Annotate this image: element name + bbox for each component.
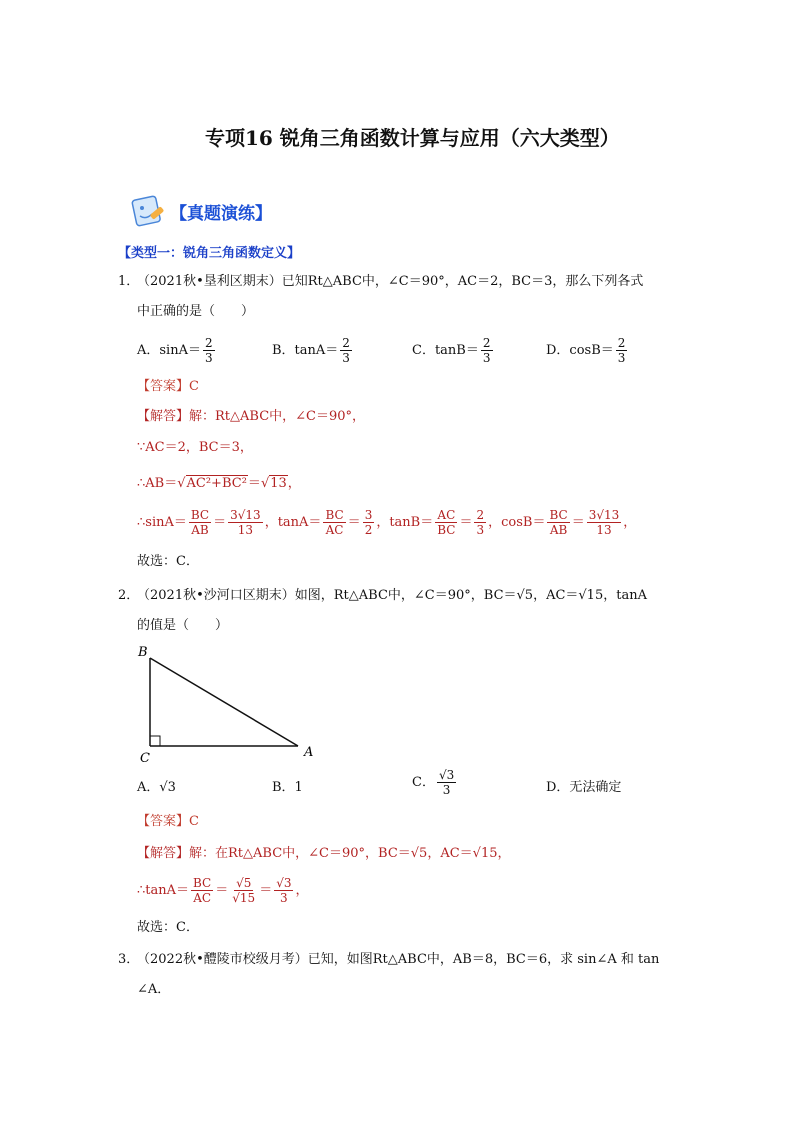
q1-answer: 【答案】C	[137, 379, 199, 394]
q2-stem-line1: （2021秋•沙河口区期末）如图，Rt△ABC中，∠C＝90°，BC＝√5，AC＝√15，tanA	[137, 588, 647, 603]
right-angle-mark	[150, 736, 160, 746]
q1-option-c: C．tanB＝ $\frac{2}{3}$	[412, 336, 491, 365]
q1-option-b: B．tanA＝ $\frac{2}{3}$	[272, 336, 350, 365]
type1-heading: 【类型一：锐角三角函数定义】	[118, 246, 301, 261]
q1-solution-line2: ∵AC＝2，BC＝3，	[137, 440, 253, 455]
q3-number: 3．	[118, 952, 140, 967]
q2-conclusion: 故选：C．	[137, 920, 199, 935]
page-title: 专项16 锐角三角函数计算与应用（六大类型）	[205, 126, 620, 150]
q3-stem-line1: （2022秋•醴陵市校级月考）已知，如图Rt△ABC中，AB＝8，BC＝6，求 sin∠A 和 tan	[137, 952, 660, 967]
q2-option-b: B．1	[272, 780, 303, 795]
banner-label: 【真题演练】	[170, 204, 272, 224]
vertex-c-label: C	[140, 751, 150, 766]
q1-option-a: A．sinA＝ $\frac{2}{3}$	[137, 336, 213, 365]
q2-solution-line2: ∴tanA＝ $\frac{BC}{AC}$ ＝ $\frac{√5}{√15}$ ＝ $\frac{√3}{3}$ ，	[137, 876, 309, 905]
q3-stem-line2: ∠A．	[137, 982, 171, 997]
q2-number: 2．	[118, 588, 140, 603]
q1-conclusion: 故选：C．	[137, 554, 199, 569]
q1-stem-line1: （2021秋•垦利区期末）已知Rt△ABC中，∠C＝90°，AC＝2，BC＝3，那么下列各式	[137, 274, 644, 289]
q2-option-d: D．无法确定	[546, 780, 622, 795]
q1-number: 1．	[118, 274, 140, 289]
q1-stem-line2: 中正确的是（ ）	[137, 304, 255, 319]
q1-solution-line4: ∴sinA＝ $\frac{BC}{AB}$ ＝ $\frac{3√13}{13}$ ，tanA＝ $\frac{BC}{AC}$ ＝ $\frac{3}{2}$ ，tanB＝ $\frac{AC}{BC}$ ＝ $\frac{2}{3}$ ，cosB＝ $\frac{BC}{AB}$ ＝ $\frac{3√13}{13}$ ，	[137, 508, 637, 537]
q2-option-a: A．√3	[137, 780, 176, 795]
q2-option-c: C． $\frac{√3}{3}$	[412, 768, 455, 797]
pencil-paper-icon	[128, 190, 168, 230]
q2-answer: 【答案】C	[137, 814, 199, 829]
side-ab	[150, 658, 298, 746]
q2-triangle-figure	[130, 640, 330, 770]
vertex-b-label: B	[138, 645, 148, 660]
q1-solution-line1: 【解答】解：Rt△ABC中，∠C＝90°，	[137, 409, 366, 424]
practice-banner	[128, 190, 298, 230]
q1-solution-line3: ∴AB＝√AC²+BC²＝√13，	[137, 476, 301, 491]
vertex-a-label: A	[304, 745, 314, 760]
q2-solution-line1: 【解答】解：在Rt△ABC中，∠C＝90°，BC＝√5，AC＝√15，	[137, 846, 511, 861]
q1-option-d: D．cosB＝ $\frac{2}{3}$	[546, 336, 626, 365]
q2-stem-line2: 的值是（ ）	[137, 618, 229, 633]
